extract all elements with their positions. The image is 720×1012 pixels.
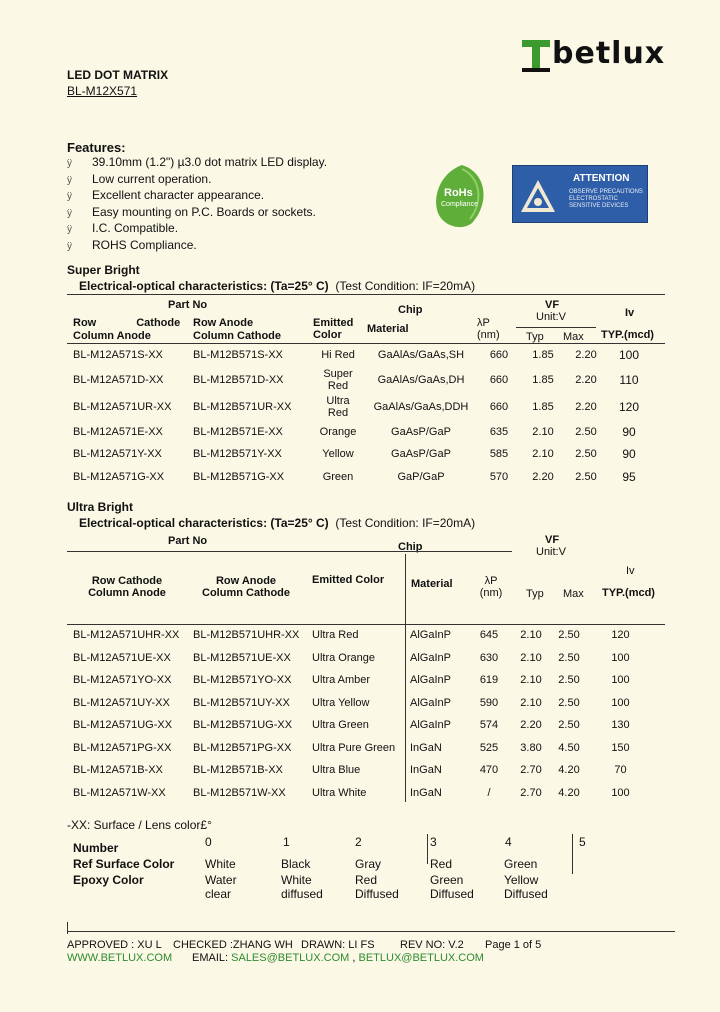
email-label: EMAIL:	[192, 952, 229, 964]
table-row: BL-M12A571PG-XX BL-M12B571PG-XX Ultra Pure Green InGaN 525 3.80 4.50 150	[73, 741, 630, 754]
super-bright-char-line	[79, 279, 475, 293]
ub-wavelength-header: λP (nm)	[479, 575, 503, 599]
ub-part-no-header: Part No	[168, 535, 208, 547]
feature-item: ÿ 39.10mm (1.2") µ3.0 dot matrix LED display.	[67, 155, 327, 172]
ub-vf-unit: Unit:V	[536, 546, 566, 558]
number-2: 2	[355, 835, 362, 849]
rohs-badge	[432, 163, 492, 231]
feature-item: ÿ Low current operation.	[67, 172, 327, 189]
features-heading: Features:	[67, 140, 126, 155]
table-row: BL-M12A571YO-XX BL-M12B571YO-XX Ultra Amber AlGaInP 619 2.10 2.50 100	[73, 674, 630, 687]
attention-badge	[512, 165, 648, 223]
logo-text: betlux	[552, 36, 666, 71]
checked-by: CHECKED :ZHANG WH	[173, 939, 293, 951]
ref-color-2: Gray	[355, 857, 382, 871]
number-label: Number	[73, 841, 119, 855]
sb-wavelength-header: λP (nm)	[477, 317, 500, 341]
sb-col-a-header: Row Cathode Column Anode	[73, 317, 181, 342]
sb-max-header: Max	[563, 331, 584, 343]
epoxy-color-4: Yellow Diffused	[504, 873, 548, 901]
sb-chip-header: Chip	[398, 304, 423, 316]
feature-item: ÿ Excellent character appearance.	[67, 188, 327, 205]
ub-iv-header: Iv	[626, 565, 635, 577]
bullet-glyph: ÿ	[67, 174, 72, 186]
table-row: BL-M12A571G-XX BL-M12B571G-XX Green GaP/GaP 570 2.20 2.50 95	[73, 469, 636, 484]
sales-email-link[interactable]: SALES@BETLUX.COM	[231, 952, 350, 964]
drawn-by: DRAWN: LI FS	[301, 939, 375, 951]
sb-part-no-header: Part No	[168, 299, 208, 311]
table-row: BL-M12A571UR-XX BL-M12B571UR-XX Ultra Red GaAlAs/GaAs,DDH 660 1.85 2.20 120	[73, 395, 640, 419]
sb-iv-mcd-header: TYP.(mcd)	[601, 329, 654, 341]
table-row: BL-M12A571Y-XX BL-M12B571Y-XX Yellow GaAsP/GaP 585 2.10 2.50 90	[73, 447, 636, 462]
sb-iv-header: Iv	[625, 307, 635, 319]
char-title: Electrical-optical characteristics: (Ta=25° C)	[79, 516, 329, 530]
char-title: Electrical-optical characteristics: (Ta=25° C)	[79, 279, 329, 293]
sb-vf-unit: Unit:V	[536, 311, 566, 323]
sb-vf-header: VF	[545, 299, 560, 311]
table-row: BL-M12A571UG-XX BL-M12B571UG-XX Ultra Green AlGaInP 574 2.20 2.50 130	[73, 719, 630, 732]
ultra-bright-table	[73, 624, 653, 804]
revision: REV NO: V.2	[400, 939, 464, 951]
sb-col-b-header: Row Anode Column Cathode	[193, 317, 281, 342]
ultra-bright-char-line	[79, 516, 475, 530]
epoxy-color-0: Water clear	[205, 873, 237, 901]
ref-color-4: Green	[504, 857, 538, 871]
epoxy-color-2: Red Diffused	[355, 873, 399, 901]
website-link[interactable]: WWW.BETLUX.COM	[67, 952, 173, 964]
bullet-glyph: ÿ	[67, 224, 72, 236]
sb-material-header: Material	[367, 323, 409, 335]
feature-item: ÿ ROHS Compliance.	[67, 238, 327, 255]
attention-text: OBSERVE PRECAUTIONS ELECTROSTATIC SENSITIVE DEVICES	[569, 189, 643, 209]
email-separator: ,	[352, 952, 356, 964]
betlux-logo	[522, 36, 666, 74]
table-row: BL-M12A571W-XX BL-M12B571W-XX Ultra White InGaN / 2.70 4.20 100	[73, 786, 630, 799]
ub-iv-mcd-header: TYP.(mcd)	[602, 587, 655, 599]
test-condition: (Test Condition: IF=20mA)	[335, 279, 476, 293]
esd-warning-icon	[519, 178, 557, 214]
bullet-glyph: ÿ	[67, 191, 72, 203]
epoxy-color-1: White diffused	[281, 873, 323, 901]
ref-color-0: White	[205, 857, 236, 871]
page-number: Page 1 of 5	[485, 939, 542, 951]
super-bright-title: Super Bright	[67, 263, 140, 277]
table-row: BL-M12A571B-XX BL-M12B571B-XX Ultra Blue InGaN 470 2.70 4.20 70	[73, 764, 627, 777]
sb-typ-header: Typ	[526, 331, 544, 343]
ub-material-header: Material	[411, 578, 453, 590]
epoxy-color-label: Epoxy Color	[73, 873, 144, 887]
feature-item: ÿ Easy mounting on P.C. Boards or sockets.	[67, 205, 327, 222]
ref-color-3: Red	[430, 857, 453, 871]
ref-surface-label: Ref Surface Color	[73, 857, 175, 871]
bullet-glyph: ÿ	[67, 240, 72, 252]
table-row: BL-M12A571E-XX BL-M12B571E-XX Orange GaAsP/GaP 635 2.10 2.50 90	[73, 424, 636, 439]
ub-emitted-color-header: Emitted Color	[312, 574, 385, 586]
number-4: 4	[505, 835, 512, 849]
test-condition: (Test Condition: IF=20mA)	[335, 516, 476, 530]
table-row: BL-M12A571S-XX BL-M12B571S-XX Hi Red GaAlAs/GaAs,SH 660 1.85 2.20 100	[73, 348, 640, 363]
table-row: BL-M12A571UE-XX BL-M12B571UE-XX Ultra Orange AlGaInP 630 2.10 2.50 100	[73, 651, 630, 664]
logo-mark-icon	[522, 40, 552, 74]
rohs-title: RoHs	[444, 187, 473, 199]
betlux-email-link[interactable]: BETLUX@BETLUX.COM	[358, 952, 484, 964]
ub-chip-header: Chip	[398, 541, 423, 553]
ultra-bright-title: Ultra Bright	[67, 500, 133, 514]
ub-max-header: Max	[563, 588, 584, 600]
rohs-subtitle: Compliance	[441, 201, 478, 208]
number-5: 5	[579, 835, 586, 849]
feature-item: ÿ I.C. Compatible.	[67, 221, 327, 238]
table-row: BL-M12A571UHR-XX BL-M12B571UHR-XX Ultra Red AlGaInP 645 2.10 2.50 120	[73, 629, 630, 642]
surface-note: -XX: Surface / Lens color£°	[67, 818, 212, 832]
ub-col-b-header: Row Anode Column Cathode	[202, 575, 290, 599]
bullet-glyph: ÿ	[67, 158, 72, 169]
ref-color-1: Black	[281, 857, 311, 871]
ub-col-a-header: Row Cathode Column Anode	[88, 575, 166, 599]
approved-by: APPROVED : XU L	[67, 939, 162, 951]
ub-vf-header: VF	[545, 534, 560, 546]
attention-title: ATTENTION	[573, 173, 630, 184]
sb-emitted-color-header: Emitted Color	[313, 317, 354, 341]
email-line	[192, 952, 484, 964]
super-bright-table	[73, 344, 653, 488]
table-row: BL-M12A571UY-XX BL-M12B571UY-XX Ultra Yellow AlGaInP 590 2.10 2.50 100	[73, 696, 630, 709]
number-0: 0	[205, 835, 212, 849]
part-number: BL-M12X571	[67, 84, 138, 98]
bullet-glyph: ÿ	[67, 207, 72, 219]
features-list	[67, 155, 327, 255]
ub-typ-header: Typ	[526, 588, 544, 600]
number-1: 1	[283, 835, 290, 849]
epoxy-color-3: Green Diffused	[430, 873, 474, 901]
table-row: BL-M12A571D-XX BL-M12B571D-XX Super Red GaAlAs/GaAs,DH 660 1.85 2.20 110	[73, 368, 639, 392]
document-title: LED DOT MATRIX	[67, 68, 169, 82]
number-3: 3	[430, 835, 437, 849]
